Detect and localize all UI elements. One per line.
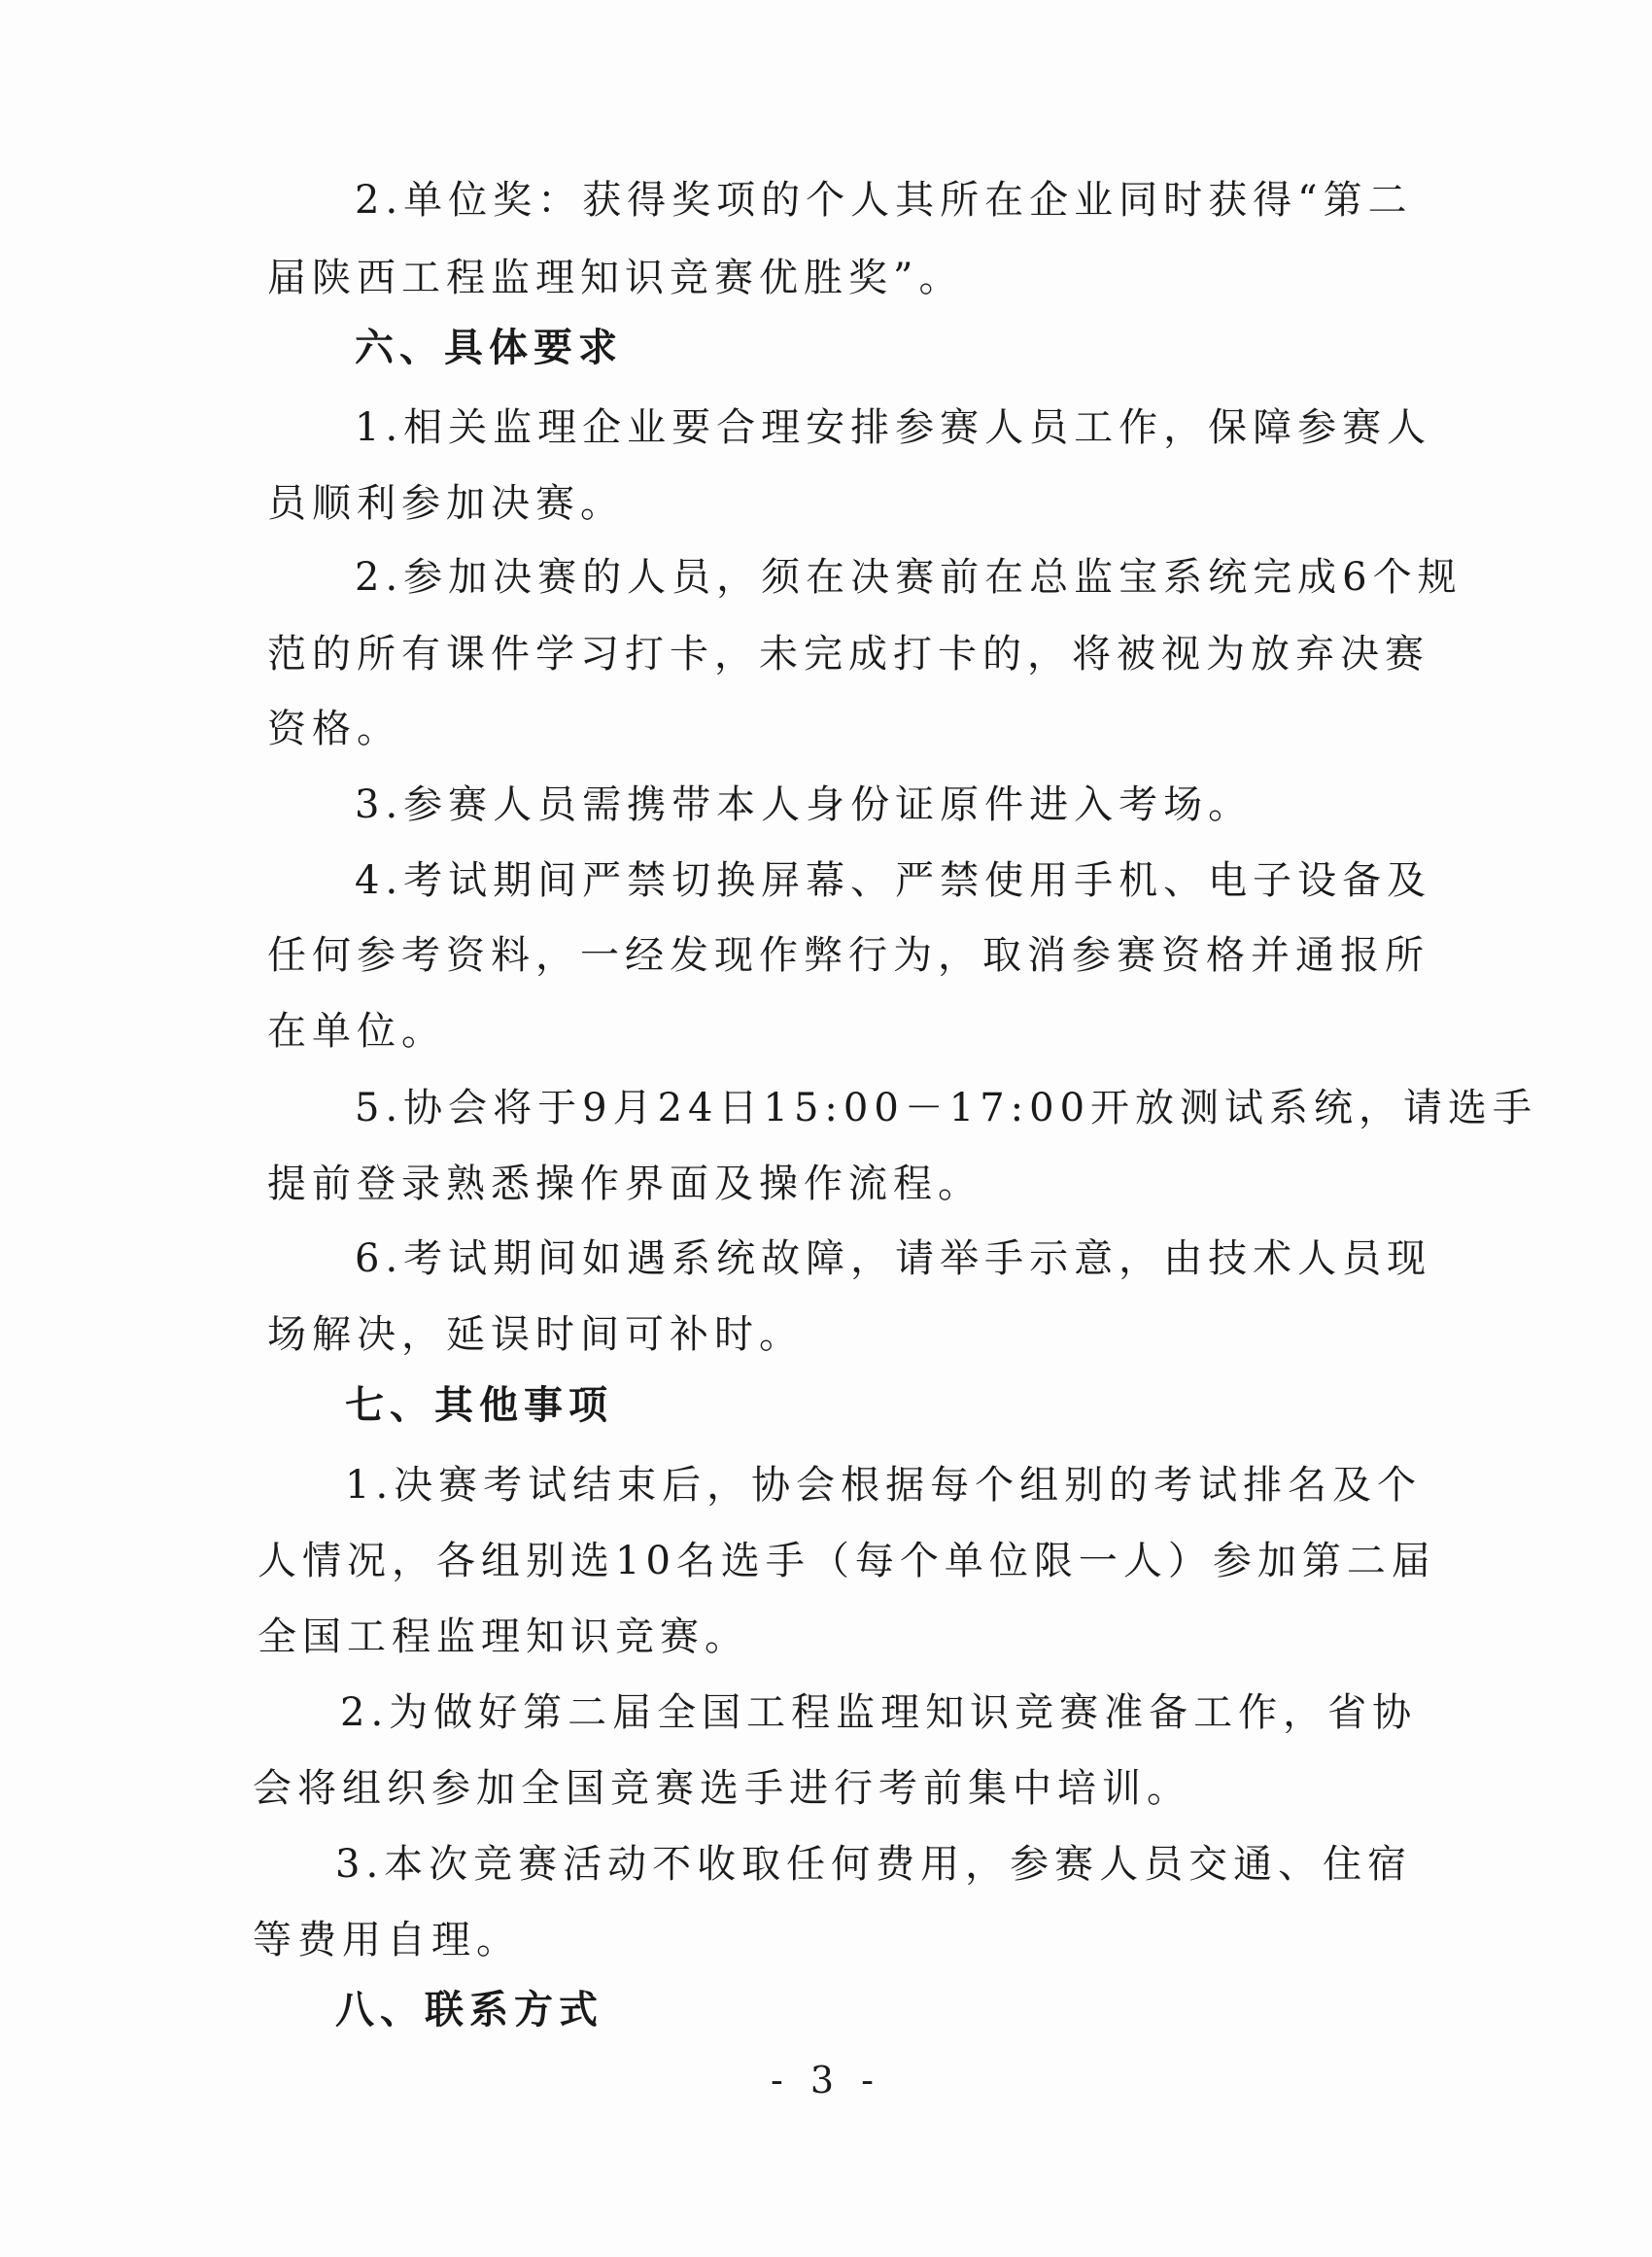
paragraph-line: 场解决，延误时间可补时。 xyxy=(267,1312,804,1357)
page-number: - 3 - xyxy=(770,2059,881,2101)
paragraph-line: 2.参加决赛的人员，须在决赛前在总监宝系统完成6个规 xyxy=(355,555,1463,600)
paragraph-line: 1.决赛考试结束后，协会根据每个组别的考试排名及个 xyxy=(345,1463,1423,1508)
section-heading-6: 六、具体要求 xyxy=(355,325,623,370)
paragraph-line: 6.考试期间如遇系统故障，请举手示意，由技术人员现 xyxy=(355,1236,1432,1281)
paragraph-line: 届陕西工程监理知识竞赛优胜奖”。 xyxy=(267,256,964,300)
paragraph-line: 3.参赛人员需携带本人身份证原件进入考场。 xyxy=(355,782,1254,827)
paragraph-line: 2.为做好第二届全国工程监理知识竞赛准备工作，省协 xyxy=(340,1690,1418,1735)
paragraph-line: 人情况，各组别选10名选手（每个单位限一人）参加第二届 xyxy=(258,1539,1436,1583)
paragraph-line: 提前登录熟悉操作界面及操作流程。 xyxy=(267,1162,982,1206)
paragraph-line: 3.本次竞赛活动不收取任何费用，参赛人员交通、住宿 xyxy=(335,1842,1413,1887)
section-heading-7: 七、其他事项 xyxy=(345,1382,613,1428)
paragraph-line: 资格。 xyxy=(267,707,401,751)
paragraph-line: 2.单位奖：获得奖项的个人其所在企业同时获得“第二 xyxy=(355,178,1413,223)
paragraph-line: 任何参考资料，一经发现作弊行为，取消参赛资格并通报所 xyxy=(267,933,1429,978)
paragraph-line: 在单位。 xyxy=(267,1009,446,1054)
paragraph-line: 范的所有课件学习打卡，未完成打卡的，将被视为放弃决赛 xyxy=(267,632,1429,677)
paragraph-line: 员顺利参加决赛。 xyxy=(267,481,625,526)
paragraph-line: 4.考试期间严禁切换屏幕、严禁使用手机、电子设备及 xyxy=(355,858,1432,903)
paragraph-line: 会将组织参加全国竞赛选手进行考前集中培训。 xyxy=(253,1766,1191,1811)
section-heading-8: 八、联系方式 xyxy=(335,1987,603,2032)
paragraph-line: 1.相关监理企业要合理安排参赛人员工作，保障参赛人 xyxy=(355,405,1432,450)
paragraph-line: 5.协会将于9月24日15:00－17:00开放测试系统，请选手 xyxy=(355,1086,1538,1130)
paragraph-line: 全国工程监理知识竞赛。 xyxy=(258,1615,749,1659)
paragraph-line: 等费用自理。 xyxy=(253,1918,521,1962)
